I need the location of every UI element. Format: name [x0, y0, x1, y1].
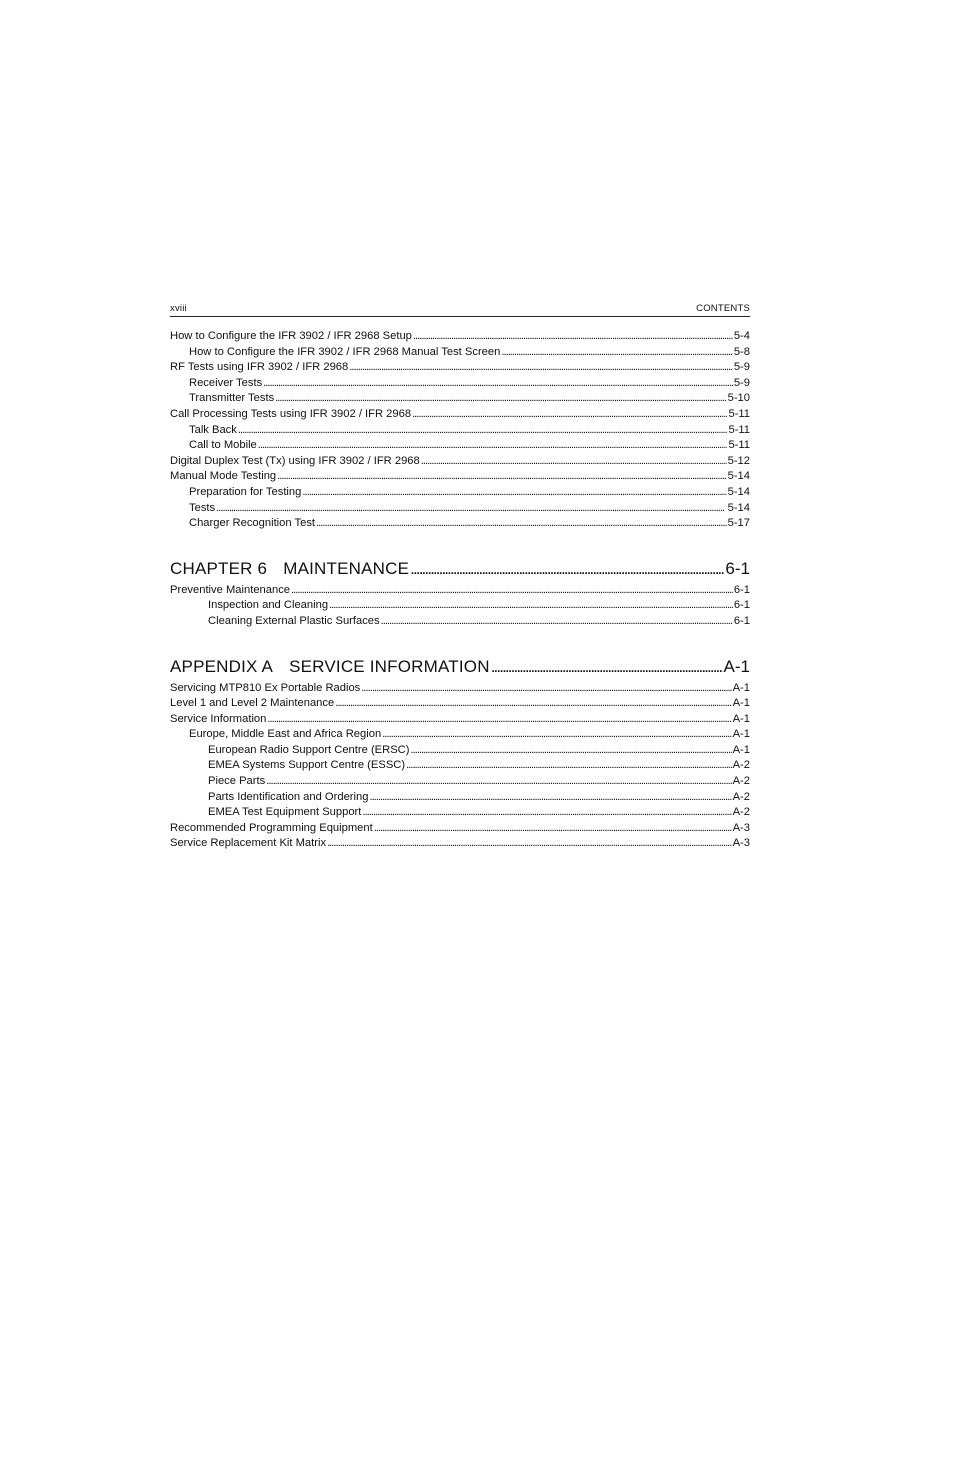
- toc-entry-page: 5-4: [733, 330, 750, 342]
- toc-entry-title: Preparation for Testing: [189, 485, 302, 498]
- toc-entry[interactable]: [170, 438, 750, 454]
- dot-leader: [410, 743, 731, 759]
- dot-leader: [258, 438, 728, 454]
- toc-entry[interactable]: [170, 743, 750, 759]
- dot-leader: [275, 391, 726, 407]
- toc-entry[interactable]: [170, 454, 750, 470]
- toc-entry[interactable]: [170, 360, 750, 376]
- toc-entry[interactable]: [170, 598, 750, 614]
- toc-entry[interactable]: [170, 516, 750, 532]
- dot-leader: [349, 360, 733, 376]
- dot-leader: [238, 423, 728, 439]
- toc-entry-title: Digital Duplex Test (Tx) using IFR 3902 / IFR 2968: [170, 454, 420, 467]
- toc-entry-title: Talk Back: [189, 423, 237, 436]
- toc-entry-title: Call to Mobile: [189, 439, 257, 452]
- toc-entry-page: A-2: [732, 775, 750, 788]
- toc-entry[interactable]: [170, 727, 750, 743]
- dot-leader: [267, 712, 731, 728]
- toc-entry-title: Manual Mode Testing: [170, 470, 277, 483]
- dot-leader: [302, 485, 726, 501]
- toc-entry[interactable]: [170, 774, 750, 790]
- dot-leader: [381, 614, 733, 630]
- toc-entry[interactable]: [170, 583, 750, 599]
- toc-entry-page: A-1: [732, 712, 750, 725]
- toc-entry-page: 5-17: [727, 517, 750, 530]
- toc-entry[interactable]: [170, 329, 750, 345]
- dot-leader: [361, 681, 731, 697]
- toc-entry-title: Europe, Middle East and Africa Region: [189, 728, 382, 741]
- dot-leader: [329, 598, 733, 614]
- toc-entry-title: Receiver Tests: [189, 376, 263, 389]
- dot-leader: [412, 407, 727, 423]
- toc-entry-title: EMEA Systems Support Centre (ESSC): [208, 759, 406, 772]
- page-number: xviii: [170, 303, 187, 314]
- toc-entry-title: EMEA Test Equipment Support: [208, 806, 362, 819]
- toc-entry[interactable]: [170, 805, 750, 821]
- dot-leader: [266, 774, 731, 790]
- appendix-page: A-1: [723, 656, 750, 676]
- toc-entry-title: Recommended Programming Equipment: [170, 821, 373, 834]
- toc-entry[interactable]: [170, 836, 750, 852]
- toc-entry-page: A-3: [732, 837, 750, 850]
- toc-entry-title: European Radio Support Centre (ERSC): [208, 743, 410, 756]
- toc-entry-title: Preventive Maintenance: [170, 583, 291, 596]
- toc-entry-page: A-1: [732, 743, 750, 756]
- dot-leader: [374, 821, 732, 837]
- toc-entry-title: RF Tests using IFR 3902 / IFR 2968: [170, 361, 349, 374]
- toc-entry-page: A-2: [732, 790, 750, 803]
- chapter-page: 6-1: [725, 558, 750, 578]
- toc-entry-page: 6-1: [733, 599, 750, 612]
- toc-entry[interactable]: [170, 696, 750, 712]
- toc-entry-page: A-1: [732, 681, 750, 694]
- toc-list-chapter6: [170, 583, 750, 630]
- dot-leader: [316, 516, 727, 532]
- toc-entry[interactable]: [170, 501, 750, 517]
- appendix-label: APPENDIX A: [170, 656, 274, 676]
- toc-entry-title: Level 1 and Level 2 Maintenance: [170, 697, 335, 710]
- toc-entry[interactable]: [170, 407, 750, 423]
- toc-entry-title: Tests: [189, 501, 216, 514]
- dot-leader: [327, 836, 732, 852]
- toc-entry[interactable]: [170, 423, 750, 439]
- dot-leader: [362, 805, 731, 821]
- toc-entry-title: Service Information: [170, 712, 267, 725]
- toc-entry[interactable]: [170, 391, 750, 407]
- toc-entry-page: A-2: [732, 759, 750, 772]
- toc-entry-title: How to Configure the IFR 3902 / IFR 2968 Manual Test Screen: [189, 345, 501, 358]
- toc-entry-page: A-1: [732, 728, 750, 741]
- dot-leader: [382, 727, 731, 743]
- toc-entry-page: 5-14: [727, 501, 750, 514]
- toc-entry-page: 6-1: [733, 583, 750, 596]
- toc-entry-title: Inspection and Cleaning: [208, 599, 329, 612]
- toc-entry-title: Piece Parts: [208, 775, 266, 788]
- toc-entry[interactable]: [170, 469, 750, 485]
- toc-entry[interactable]: [170, 376, 750, 392]
- toc-entry-page: 5-8: [733, 345, 750, 358]
- document-page: [170, 300, 750, 852]
- toc-entry-page: A-2: [732, 806, 750, 819]
- running-title: CONTENTS: [696, 303, 750, 314]
- toc-entry[interactable]: [170, 614, 750, 630]
- toc-entry[interactable]: [170, 345, 750, 361]
- toc-entry-title: Transmitter Tests: [189, 392, 275, 405]
- toc-entry-page: 5-14: [727, 470, 750, 483]
- toc-list-appendix-a: [170, 681, 750, 853]
- toc-entry-title: Parts Identification and Ordering: [208, 790, 369, 803]
- chapter-label: CHAPTER 6: [170, 558, 268, 578]
- toc-entry-page: A-3: [732, 821, 750, 834]
- dot-leader: [491, 656, 723, 678]
- chapter-heading-6[interactable]: [170, 558, 750, 580]
- toc-entry-page: 5-14: [727, 485, 750, 498]
- dot-leader: [277, 469, 726, 485]
- toc-entry-title: Servicing MTP810 Ex Portable Radios: [170, 681, 361, 694]
- toc-entry[interactable]: [170, 485, 750, 501]
- dot-leader: [501, 345, 732, 361]
- dot-leader: [406, 758, 731, 774]
- toc-entry-page: 5-12: [727, 454, 750, 467]
- dot-leader: [291, 583, 733, 599]
- toc-entry-title: How to Configure the IFR 3902 / IFR 2968 Setup: [170, 330, 412, 342]
- toc-list-chapter5: [170, 329, 750, 532]
- toc-entry-page: A-1: [732, 697, 750, 710]
- toc-entry-title: Call Processing Tests using IFR 3902 / IFR 2968: [170, 407, 412, 420]
- dot-leader: [335, 696, 731, 712]
- dot-leader: [263, 376, 733, 392]
- appendix-title: SERVICE INFORMATION: [289, 656, 490, 676]
- toc-entry-title: Service Replacement Kit Matrix: [170, 837, 327, 850]
- toc-entry-page: 5-10: [727, 392, 750, 405]
- page-header: [170, 300, 750, 317]
- dot-leader: [421, 454, 727, 470]
- toc-entry[interactable]: [170, 758, 750, 774]
- appendix-heading-a[interactable]: [170, 656, 750, 678]
- toc-entry-page: 6-1: [733, 614, 750, 627]
- toc-entry-page: 5-9: [733, 376, 750, 389]
- toc-entry[interactable]: [170, 821, 750, 837]
- dot-leader: [369, 790, 731, 806]
- dot-leader: [413, 329, 733, 345]
- toc-entry-page: 5-9: [733, 361, 750, 374]
- toc-entry-page: 5-11: [728, 423, 750, 436]
- toc-entry-title: Cleaning External Plastic Surfaces: [208, 614, 380, 627]
- toc-entry-page: 5-11: [728, 407, 750, 420]
- toc-entry[interactable]: [170, 681, 750, 697]
- toc-entry[interactable]: [170, 790, 750, 806]
- toc-entry-page: 5-11: [728, 439, 750, 452]
- dot-leader: [216, 501, 726, 517]
- chapter-title: MAINTENANCE: [283, 558, 410, 578]
- dot-leader: [410, 558, 724, 580]
- toc-entry[interactable]: [170, 712, 750, 728]
- toc-entry-title: Charger Recognition Test: [189, 517, 316, 530]
